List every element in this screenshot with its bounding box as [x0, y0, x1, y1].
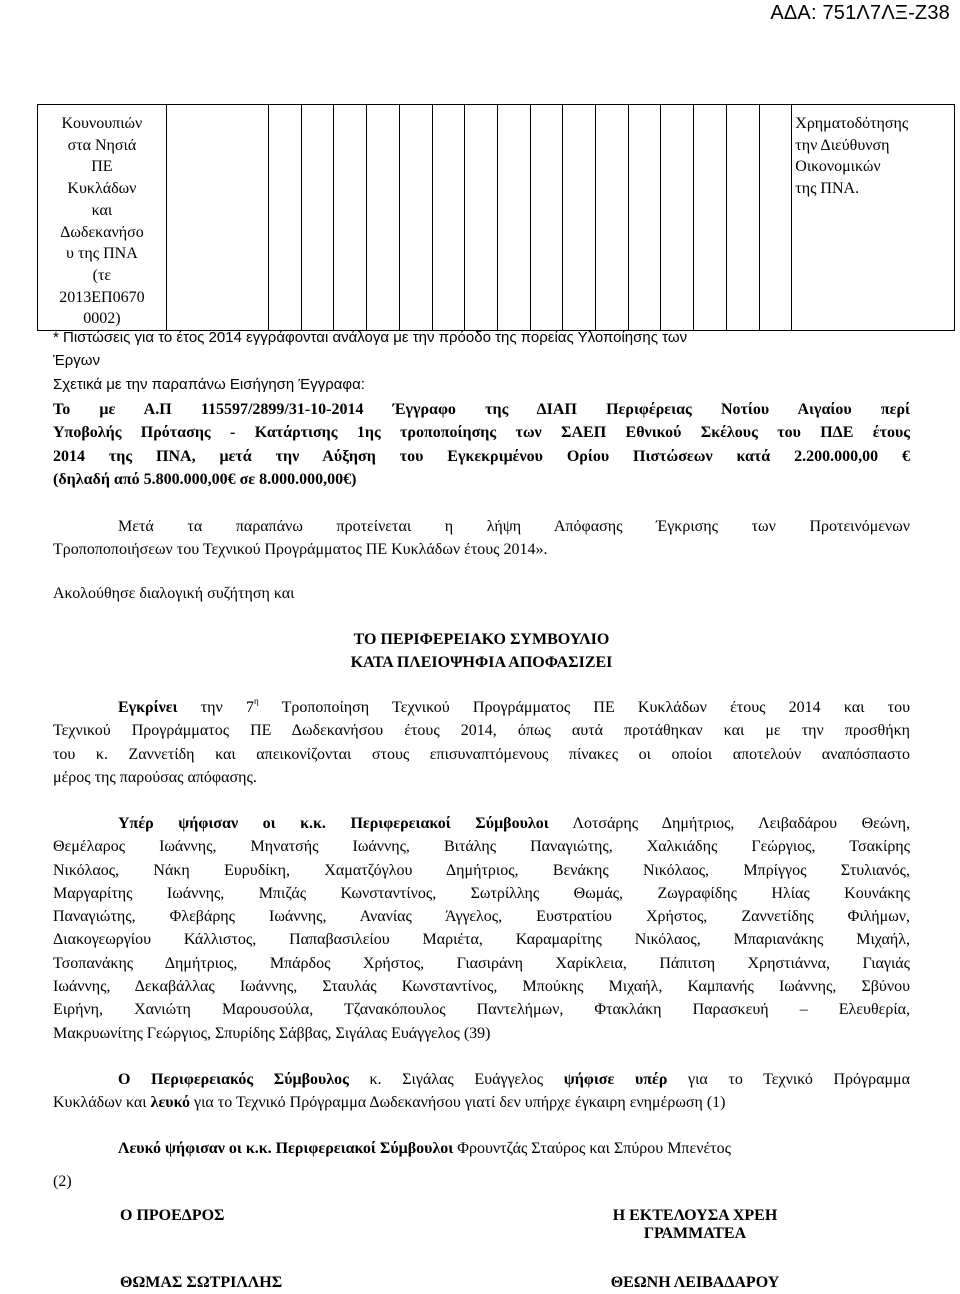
cell-line: και [91, 201, 113, 219]
empty-cell [367, 105, 400, 331]
votes-names: Λοτσάρης Δημήτριος, Λειβαδάρου Θεώνη, [572, 815, 910, 832]
credits-note [53, 326, 910, 396]
ap-line: 2014 της ΠΝΑ, μετά την Αύξηση του Εγκεκριμένου Ορίου Πιστώσεων κατά 2.200.000,00 € [53, 447, 910, 465]
heading-line: ΚΑΤΑ ΠΛΕΙΟΨΗΦΙΑ ΑΠΟΦΑΣΙΖΕΙ [350, 654, 613, 672]
votes-line: Θεμέλαρος Ιωάννης, Μηνατσής Ιωάννης, Βιτάλης Παναγιώτης, Χαλκιάδης Γεώργιος, Τσακίρης [53, 838, 910, 856]
ap-line: Υποβολής Πρότασης - Κατάρτισης 1ης τροποποίησης των ΣΑΕΠ Εθνικού Σκέλους του ΠΔΕ έτους [53, 424, 910, 442]
empty-cell [301, 105, 334, 331]
approval-line [53, 696, 910, 719]
empty-cell [399, 105, 432, 331]
cell-line: υ της ΠΝΑ [66, 245, 138, 263]
empty-cell [166, 105, 268, 331]
votes-line: Τσοπανάκης Δημήτριος, Μπάρδος Χρήστος, Γιασιράνη Χαρίκλεια, Πάπιτση Χρηστιάννα, Γιαγιάς [53, 954, 910, 972]
cell-line: 0002) [83, 310, 121, 328]
member-text: για το Τεχνικό Πρόγραμμα [688, 1071, 910, 1088]
member-blank: λευκό [150, 1094, 191, 1112]
empty-cell [759, 105, 792, 331]
approval-paragraph [53, 696, 910, 789]
proposal [53, 515, 910, 562]
president-name: ΘΩΜΑΣ ΣΩΤΡΙΛΛΗΣ [120, 1274, 283, 1291]
votes-for [53, 812, 910, 1045]
empty-cell [432, 105, 465, 331]
member-text: Κυκλάδων και [53, 1094, 147, 1112]
note-line: Έργων [53, 352, 101, 370]
empty-cell [726, 105, 759, 331]
approval-line: του κ. Ζαννετίδη και απεικονίζονται στους επισυναπτόμενους πίνακες οι οποίοι αποτελούν αναπόσπαστο [53, 745, 910, 763]
table-row [38, 105, 955, 331]
votes-line: Ιωάννης, Δεκαβάλλας Ιωάννης, Σταυλάς Κωνσταντίνος, Μπούκης Μιχαήλ, Καμπανής Ιωάννης, Σβύνου [53, 978, 910, 996]
ap-line: (δηλαδή από 5.800.000,00€ σε 8.000.000,00€) [53, 470, 357, 488]
project-cell [38, 105, 167, 331]
ada-code: ΑΔΑ: 751Λ7ΛΞ-Ζ38 [770, 2, 950, 24]
secretary-title-line: ΓΡΑΜΜΑΤΕΑ [643, 1225, 747, 1242]
funding-cell [792, 105, 955, 331]
member-label: Ο Περιφερειακός Σύμβουλος [118, 1071, 349, 1088]
discussion [53, 582, 910, 605]
votes-line: Νικόλαος, Νάκη Ευρυδίκη, Χαματζόγλου Δημήτριος, Βενάκης Νικόλαος, Μπρίγγος Στυλιανός, [53, 861, 910, 879]
member-vote: ψήφισε υπέρ [563, 1071, 668, 1088]
votes-line: Ειρήνη, Χανιώτη Μαρουσούλα, Τζανακόπουλος Παντελήμων, Φτακλάκη Παρασκευή – Ελευθερία, [53, 1001, 910, 1019]
cell-line: Χρηματοδότησης [795, 115, 909, 132]
member-text: για το Τεχνικό Πρόγραμμα Δωδεκανήσου γιατί δεν υπήρχε έγκαιρη ενημέρωση (1) [194, 1094, 726, 1112]
note-line: * Πιστώσεις για το έτος 2014 εγγράφονται ανάλογα με την πρόοδο της πορείας Υλοποίησης των [53, 329, 688, 346]
empty-cell [596, 105, 629, 331]
related-docs: Σχετικά με την παραπάνω Εισήγηση Έγγραφα: [53, 375, 365, 393]
member-line [53, 1068, 910, 1091]
blank-label: Λευκό ψήφισαν οι κ.κ. Περιφερειακοί Σύμβουλοι [118, 1140, 454, 1157]
cell-line: Κουνουπιών [61, 115, 143, 132]
regional-member-vote [53, 1068, 910, 1115]
proposal-line: Τροποποποιήσεων του Τεχνικού Προγράμματος ΠΕ Κυκλάδων έτους 2014». [53, 541, 548, 559]
approval-text: την 7 [200, 699, 254, 716]
ap-document [53, 398, 910, 491]
cell-line: Δωδεκανήσο [60, 223, 144, 241]
empty-cell [269, 105, 302, 331]
approval-line: μέρος της παρούσας απόφασης. [53, 768, 257, 786]
cell-line: (τε [92, 266, 112, 284]
member-text: κ. Σιγάλας Ευάγγελος [369, 1071, 544, 1088]
empty-cell [628, 105, 661, 331]
ordinal-suffix: η [253, 696, 259, 706]
blank-count: (2) [53, 1173, 72, 1191]
secretary-name: ΘΕΩΝΗ ΛΕΙΒΑΔΑΡΟΥ [610, 1274, 780, 1291]
council-heading [53, 628, 910, 675]
votes-line: Παναγιώτης, Φλεβάρης Ιωάννης, Ανανίας Άγγελος, Ευστρατίου Χρήστος, Ζαννετίδης Φιλήμων, [53, 908, 910, 926]
approval-line: Τεχνικού Προγράμματος ΠΕ Δωδεκανήσου έτους 2014, όπως αυτά προτάθηκαν και με την προσθήκη [53, 722, 910, 740]
votes-line [53, 812, 910, 835]
approval-text: Τροποποίηση Τεχνικού Προγράμματος ΠΕ Κυκλάδων έτους 2014 και του [281, 699, 911, 716]
empty-cell [465, 105, 498, 331]
cell-line: την Διεύθυνση [795, 136, 890, 154]
approval-verb: Εγκρίνει [118, 699, 178, 716]
cell-line: στα Νησιά [67, 136, 137, 154]
empty-cell [530, 105, 563, 331]
secretary-title-line: Η ΕΚΤΕΛΟΥΣΑ ΧΡΕΗ [612, 1207, 778, 1224]
cell-line: της ΠΝΑ. [795, 180, 860, 198]
empty-cell [661, 105, 694, 331]
votes-for-label: Υπέρ ψήφισαν οι κ.κ. Περιφερειακοί Σύμβουλοι [118, 815, 549, 832]
heading-line: ΤΟ ΠΕΡΙΦΕΡΕΙΑΚΟ ΣΥΜΒΟΥΛΙΟ [353, 631, 610, 648]
cell-line: Κυκλάδων [67, 180, 137, 198]
blank-line [53, 1137, 910, 1160]
cell-line: ΠΕ [91, 158, 113, 176]
secretary-title [560, 1207, 830, 1243]
discussion-text: Ακολούθησε διαλογική συζήτηση και [53, 585, 295, 602]
member-line [53, 1091, 910, 1114]
cell-line: Οικονομικών [795, 158, 881, 176]
empty-cell [694, 105, 727, 331]
empty-cell [563, 105, 596, 331]
votes-line: Μαργαρίτης Ιωάννης, Μπιζάς Κωνσταντίνος, Σωτρίλλης Θωμάς, Ζωγραφίδης Ηλίας Κουνάκης [53, 884, 910, 902]
proposal-line: Μετά τα παραπάνω προτείνεται η λήψη Απόφασης Έγκρισης των Προτεινόμενων [118, 518, 910, 535]
votes-line: Διακογεωργίου Κάλλιστος, Παπαβασιλείου Μαριέτα, Καραμαρίτης Νικόλαος, Μπαριανάκης Μιχαήλ, [53, 931, 910, 949]
blank-names: Φρουντζάς Σταύρος και Σπύρου Μπενέτος [457, 1140, 731, 1157]
empty-cell [334, 105, 367, 331]
budget-table [37, 104, 955, 331]
votes-line: Μακρυωνίτης Γεώργιος, Σπυρίδης Σάββας, Σιγάλας Ευάγγελος (39) [53, 1024, 491, 1042]
empty-cell [497, 105, 530, 331]
blank-votes [53, 1137, 910, 1194]
cell-line: 2013ΕΠ0670 [59, 288, 145, 306]
president-title: Ο ΠΡΟΕΔΡΟΣ [120, 1207, 225, 1224]
ap-line: Το με Α.Π 115597/2899/31-10-2014 Έγγραφο της ΔΙΑΠ Περιφέρειας Νοτίου Αιγαίου περί [53, 401, 910, 418]
